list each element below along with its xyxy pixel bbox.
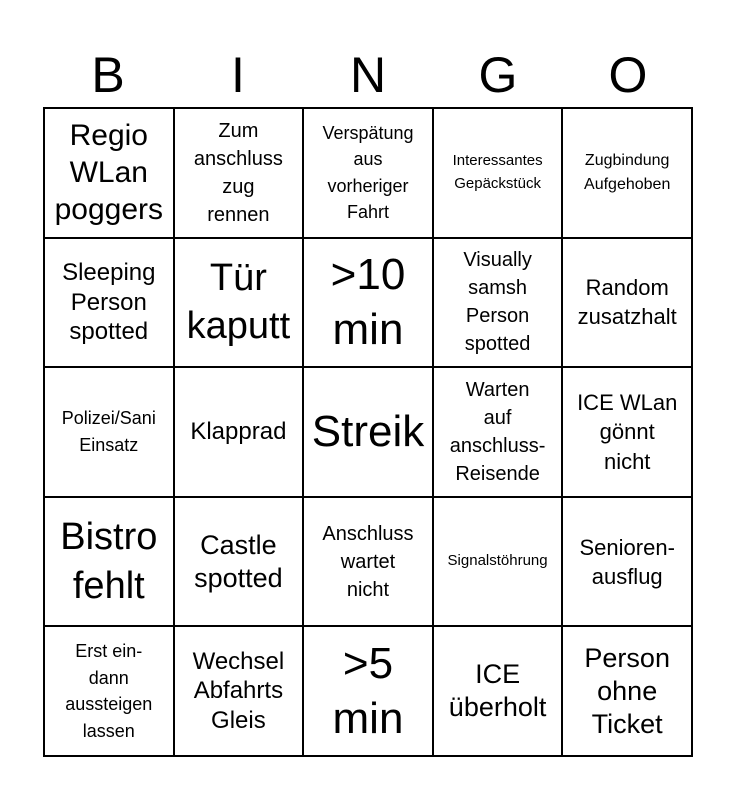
bingo-cell-r5-c3[interactable] bbox=[304, 627, 434, 757]
bingo-cell-label: Tür kaputt bbox=[186, 256, 291, 348]
bingo-cell-label: Regio WLan poggers bbox=[54, 119, 163, 227]
bingo-cell-r5-c5[interactable] bbox=[563, 627, 693, 757]
bingo-cell-r4-c1[interactable] bbox=[45, 498, 175, 628]
bingo-cell-label: Warten auf anschluss- Reisende bbox=[449, 378, 546, 485]
header-letter-o: O bbox=[608, 47, 648, 103]
bingo-cell-label: Random zusatzhalt bbox=[577, 275, 677, 330]
bingo-cell-r5-c2[interactable] bbox=[175, 627, 305, 757]
bingo-cell-r3-c4[interactable] bbox=[434, 368, 564, 498]
bingo-cell-label: Polizei/Sani Einsatz bbox=[61, 408, 156, 455]
bingo-cell-r3-c1[interactable] bbox=[45, 368, 175, 498]
bingo-cell-r4-c3[interactable] bbox=[304, 498, 434, 628]
bingo-cell-label: Verspätung aus vorheriger Fahrt bbox=[322, 122, 414, 223]
header-letter-i: I bbox=[231, 47, 245, 103]
bingo-cell-label: Sleeping Person spotted bbox=[62, 258, 156, 346]
bingo-cell-label: Erst ein- dann aussteigen lassen bbox=[65, 640, 153, 741]
header-letter-n: N bbox=[349, 47, 387, 103]
bingo-cell-label: Castle spotted bbox=[194, 529, 283, 593]
bingo-cell-r4-c5[interactable] bbox=[563, 498, 693, 628]
bingo-cell-label: Bistro fehlt bbox=[60, 515, 158, 607]
bingo-cell-label: Zugbindung Aufgehoben bbox=[584, 151, 671, 193]
bingo-cell-r3-c2[interactable] bbox=[175, 368, 305, 498]
bingo-cell-r1-c4[interactable] bbox=[434, 109, 564, 239]
bingo-cell-label: >10 min bbox=[330, 249, 406, 355]
bingo-cell-label: >5 min bbox=[332, 638, 404, 744]
bingo-cell-r1-c5[interactable] bbox=[563, 109, 693, 239]
bingo-cell-r4-c2[interactable] bbox=[175, 498, 305, 628]
bingo-cell-label: ICE WLan gönnt nicht bbox=[577, 390, 678, 474]
bingo-cell-r1-c3[interactable] bbox=[304, 109, 434, 239]
bingo-cell-r5-c4[interactable] bbox=[434, 627, 564, 757]
bingo-cell-label: Wechsel Abfahrts Gleis bbox=[192, 647, 285, 735]
bingo-cell-label: Person ohne Ticket bbox=[584, 642, 670, 739]
bingo-cell-r2-c4[interactable] bbox=[434, 239, 564, 369]
bingo-cell-label: Zum anschluss zug rennen bbox=[193, 119, 283, 226]
bingo-cell-r4-c4[interactable] bbox=[434, 498, 564, 628]
bingo-cell-r5-c1[interactable] bbox=[45, 627, 175, 757]
bingo-cell-label: Signalstöhrung bbox=[447, 552, 548, 570]
bingo-cell-r2-c3[interactable] bbox=[304, 239, 434, 369]
bingo-cell-r1-c1[interactable] bbox=[45, 109, 175, 239]
bingo-cell-r2-c2[interactable] bbox=[175, 239, 305, 369]
bingo-cell-label: Senioren- ausflug bbox=[579, 534, 675, 589]
bingo-cell-label: Interessantes Gepäckstück bbox=[452, 152, 543, 192]
bingo-cell-label: ICE überholt bbox=[448, 659, 547, 723]
bingo-header bbox=[43, 42, 693, 108]
bingo-cell-label: Streik bbox=[311, 407, 425, 457]
bingo-board bbox=[43, 107, 693, 757]
bingo-cell-r2-c5[interactable] bbox=[563, 239, 693, 369]
header-letter-g: G bbox=[478, 47, 518, 103]
bingo-cell-r3-c5[interactable] bbox=[563, 368, 693, 498]
bingo-cell-r3-c3[interactable] bbox=[304, 368, 434, 498]
bingo-cell-label: Visually samsh Person spotted bbox=[463, 249, 532, 356]
bingo-cell-r2-c1[interactable] bbox=[45, 239, 175, 369]
bingo-cell-r1-c2[interactable] bbox=[175, 109, 305, 239]
bingo-cell-label: Anschluss wartet nicht bbox=[322, 522, 414, 601]
header-letter-b: B bbox=[91, 47, 125, 103]
bingo-cell-label: Klapprad bbox=[190, 418, 287, 446]
